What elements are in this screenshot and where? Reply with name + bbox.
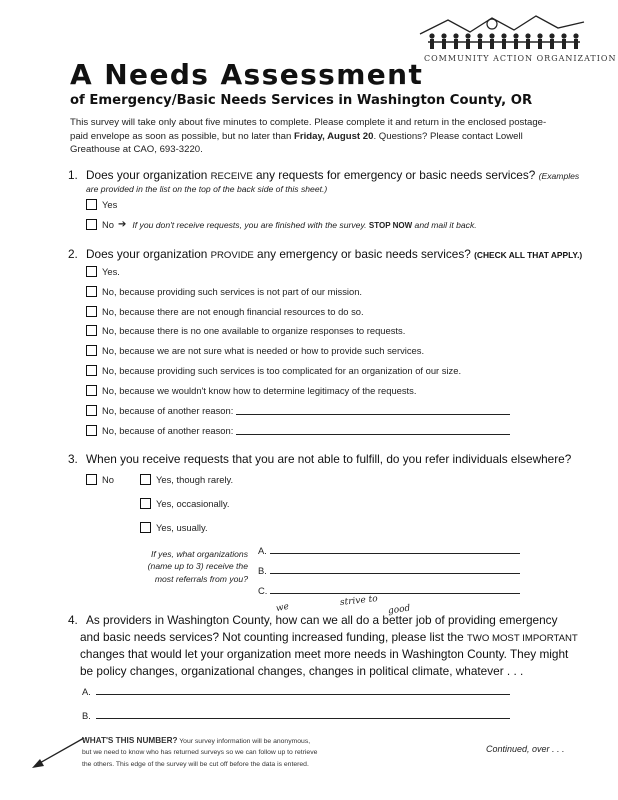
page-subtitle: of Emergency/Basic Needs Services in Washington County, OR (70, 93, 533, 108)
footer-text-1: Your survey information will be anonymous, (177, 738, 311, 745)
q3-option-yes-rarely[interactable] (140, 474, 233, 485)
q2-option-label: No, because there is no one available to organize responses to requests. (102, 325, 406, 336)
q2-text-b: any emergency or basic needs services? (253, 247, 471, 261)
q3-referral-line-b[interactable] (270, 573, 520, 574)
q3-option-no[interactable] (86, 474, 114, 485)
organization-logo (418, 14, 617, 68)
q4-line-2-a: and basic needs services? Not counting increased funding, please list the (80, 630, 467, 644)
q4-answer-line-b[interactable] (96, 718, 510, 719)
q1-text-receive: RECEIVE (210, 171, 253, 182)
intro-text-2: . Questions? Please contact Lowell Greathouse at CAO, 693-3220. (70, 130, 523, 156)
checkbox[interactable] (86, 365, 97, 376)
logo-org-name: COMMUNITY ACTION ORGANIZATION (424, 54, 617, 63)
checkbox[interactable] (86, 199, 97, 210)
handwritten-strive-to: strive to (339, 594, 379, 608)
q1-note-2: are provided in the list on the top of the back side of this sheet.) (86, 184, 328, 194)
q4-line-2 (80, 630, 578, 644)
q3-option-yes-occasionally[interactable] (140, 498, 229, 509)
checkbox[interactable] (86, 266, 97, 277)
q3-referral-line-c[interactable] (270, 593, 520, 594)
checkbox[interactable] (86, 474, 97, 485)
q4-two-most-important: TWO MOST IMPORTANT (466, 633, 578, 644)
q4-number: 4. (68, 613, 78, 627)
q1-option-yes-label: Yes (102, 199, 118, 210)
q3-option-label: Yes, though rarely. (156, 474, 234, 485)
handwritten-we: we (275, 601, 290, 615)
checkbox[interactable] (86, 425, 97, 436)
q3-referral-note: If yes, what organizations (name up to 3) receive the most referrals from you? (147, 549, 248, 584)
q3-text: When you receive requests that you are not able to fulfill, do you refer individuals elsewhere? (86, 452, 572, 466)
arrow-down-left-icon (24, 732, 88, 772)
q2-option-label: No, because we wouldn't know how to determine legitimacy of the requests. (102, 385, 417, 396)
q3-referral-line-a[interactable] (270, 553, 520, 554)
q2-option-label: No, because providing such services is too complicated for an organization of our size. (102, 365, 462, 376)
q2-other-reason-line-1[interactable] (236, 414, 510, 415)
footer-text-2: but we need to know who has returned surveys so we can follow up to retrieve (82, 749, 318, 757)
checkbox[interactable] (140, 522, 151, 533)
q2-option-label: Yes. (102, 266, 120, 277)
q4-answer-letter-b: B. (82, 710, 91, 721)
q2-text-a: Does your organization (86, 247, 211, 261)
q4-line-3: changes that would let your organization meet more needs in Washington County. They might (80, 647, 569, 661)
q2-other-reason-line-2[interactable] (236, 434, 510, 435)
arrow-right-icon: ➔ (117, 219, 127, 230)
q1-text (86, 168, 579, 182)
q3-number: 3. (68, 452, 78, 466)
q2-option-6[interactable] (86, 365, 461, 376)
page-title: A Needs Assessment (70, 58, 424, 91)
checkbox[interactable] (86, 405, 97, 416)
q3-option-no-label: No (102, 474, 114, 485)
q2-text (86, 247, 582, 261)
q2-option-4[interactable] (86, 325, 405, 336)
q3-referral-letter-c: C. (258, 585, 268, 596)
q2-number: 2. (68, 247, 78, 261)
q3-option-label: Yes, occasionally. (156, 498, 230, 509)
intro-text-1: This survey will take only about five minutes to complete. Please complete it and return in the enclosed postage-paid envelope as soon as possible, but no later than (70, 117, 547, 142)
q3-referral-letter-b: B. (258, 565, 267, 576)
footer-heading: WHAT'S THIS NUMBER? (82, 736, 178, 745)
q1-option-no-label: No (102, 219, 114, 230)
q1-no-note-text: If you don't receive requests, you are finished with the survey. (132, 219, 367, 230)
handwritten-good: good (387, 603, 411, 617)
q2-option-label: No, because there are not enough financial resources to do so. (102, 306, 364, 317)
q1-option-yes[interactable] (86, 199, 117, 210)
footer-note (82, 735, 372, 770)
people-chain-icon (418, 14, 586, 54)
q2-option-2[interactable] (86, 286, 362, 297)
checkbox[interactable] (86, 345, 97, 356)
q1-option-no[interactable] (86, 219, 477, 230)
checkbox[interactable] (86, 306, 97, 317)
q3-option-yes-usually[interactable] (140, 522, 208, 533)
q4-answer-line-a[interactable] (96, 694, 510, 695)
continued-over: Continued, over . . . (486, 744, 565, 754)
q4-answer-letter-a: A. (82, 686, 91, 697)
checkbox[interactable] (140, 498, 151, 509)
q2-option-label: No, because of another reason: (102, 425, 234, 436)
q3-option-label: Yes, usually. (156, 522, 208, 533)
q2-option-7[interactable] (86, 385, 416, 396)
q1-text-b: any requests for emergency or basic needs services? (252, 168, 536, 182)
checkbox[interactable] (86, 325, 97, 336)
footer-text-3: the others. This edge of the survey will be cut off before the data is entered. (82, 760, 309, 768)
intro-deadline: Friday, August 20 (294, 130, 374, 142)
checkbox[interactable] (86, 286, 97, 297)
q3-referral-letter-a: A. (258, 545, 267, 556)
q2-option-label: No, because we are not sure what is needed or how to provide such services. (102, 345, 425, 356)
q2-option-5[interactable] (86, 345, 424, 356)
q1-text-a: Does your organization (86, 168, 211, 182)
q2-text-provide: PROVIDE (210, 250, 254, 261)
intro-paragraph (70, 116, 550, 157)
q2-option-3[interactable] (86, 306, 364, 317)
checkbox[interactable] (86, 385, 97, 396)
q1-number: 1. (68, 168, 78, 182)
q2-instruction: (CHECK ALL THAT APPLY.) (474, 250, 583, 260)
q2-option-8[interactable] (86, 405, 233, 416)
q1-no-note (132, 220, 476, 230)
q2-option-9[interactable] (86, 425, 233, 436)
q4-line-4: be policy changes, organizational changes, changes in political climate, whatever . . . (80, 664, 524, 678)
q2-option-label: No, because providing such services is not part of our mission. (102, 286, 363, 297)
q2-option-label: No, because of another reason: (102, 405, 234, 416)
q4-line-1: As providers in Washington County, how can we all do a better job of providing emergency (86, 613, 558, 627)
q1-no-note-end: and mail it back. (414, 219, 477, 230)
checkbox[interactable] (86, 219, 97, 230)
q2-option-1[interactable] (86, 266, 120, 277)
q1-note-1: (Examples (538, 171, 580, 181)
checkbox[interactable] (140, 474, 151, 485)
q1-stop-now: STOP NOW (368, 220, 413, 230)
